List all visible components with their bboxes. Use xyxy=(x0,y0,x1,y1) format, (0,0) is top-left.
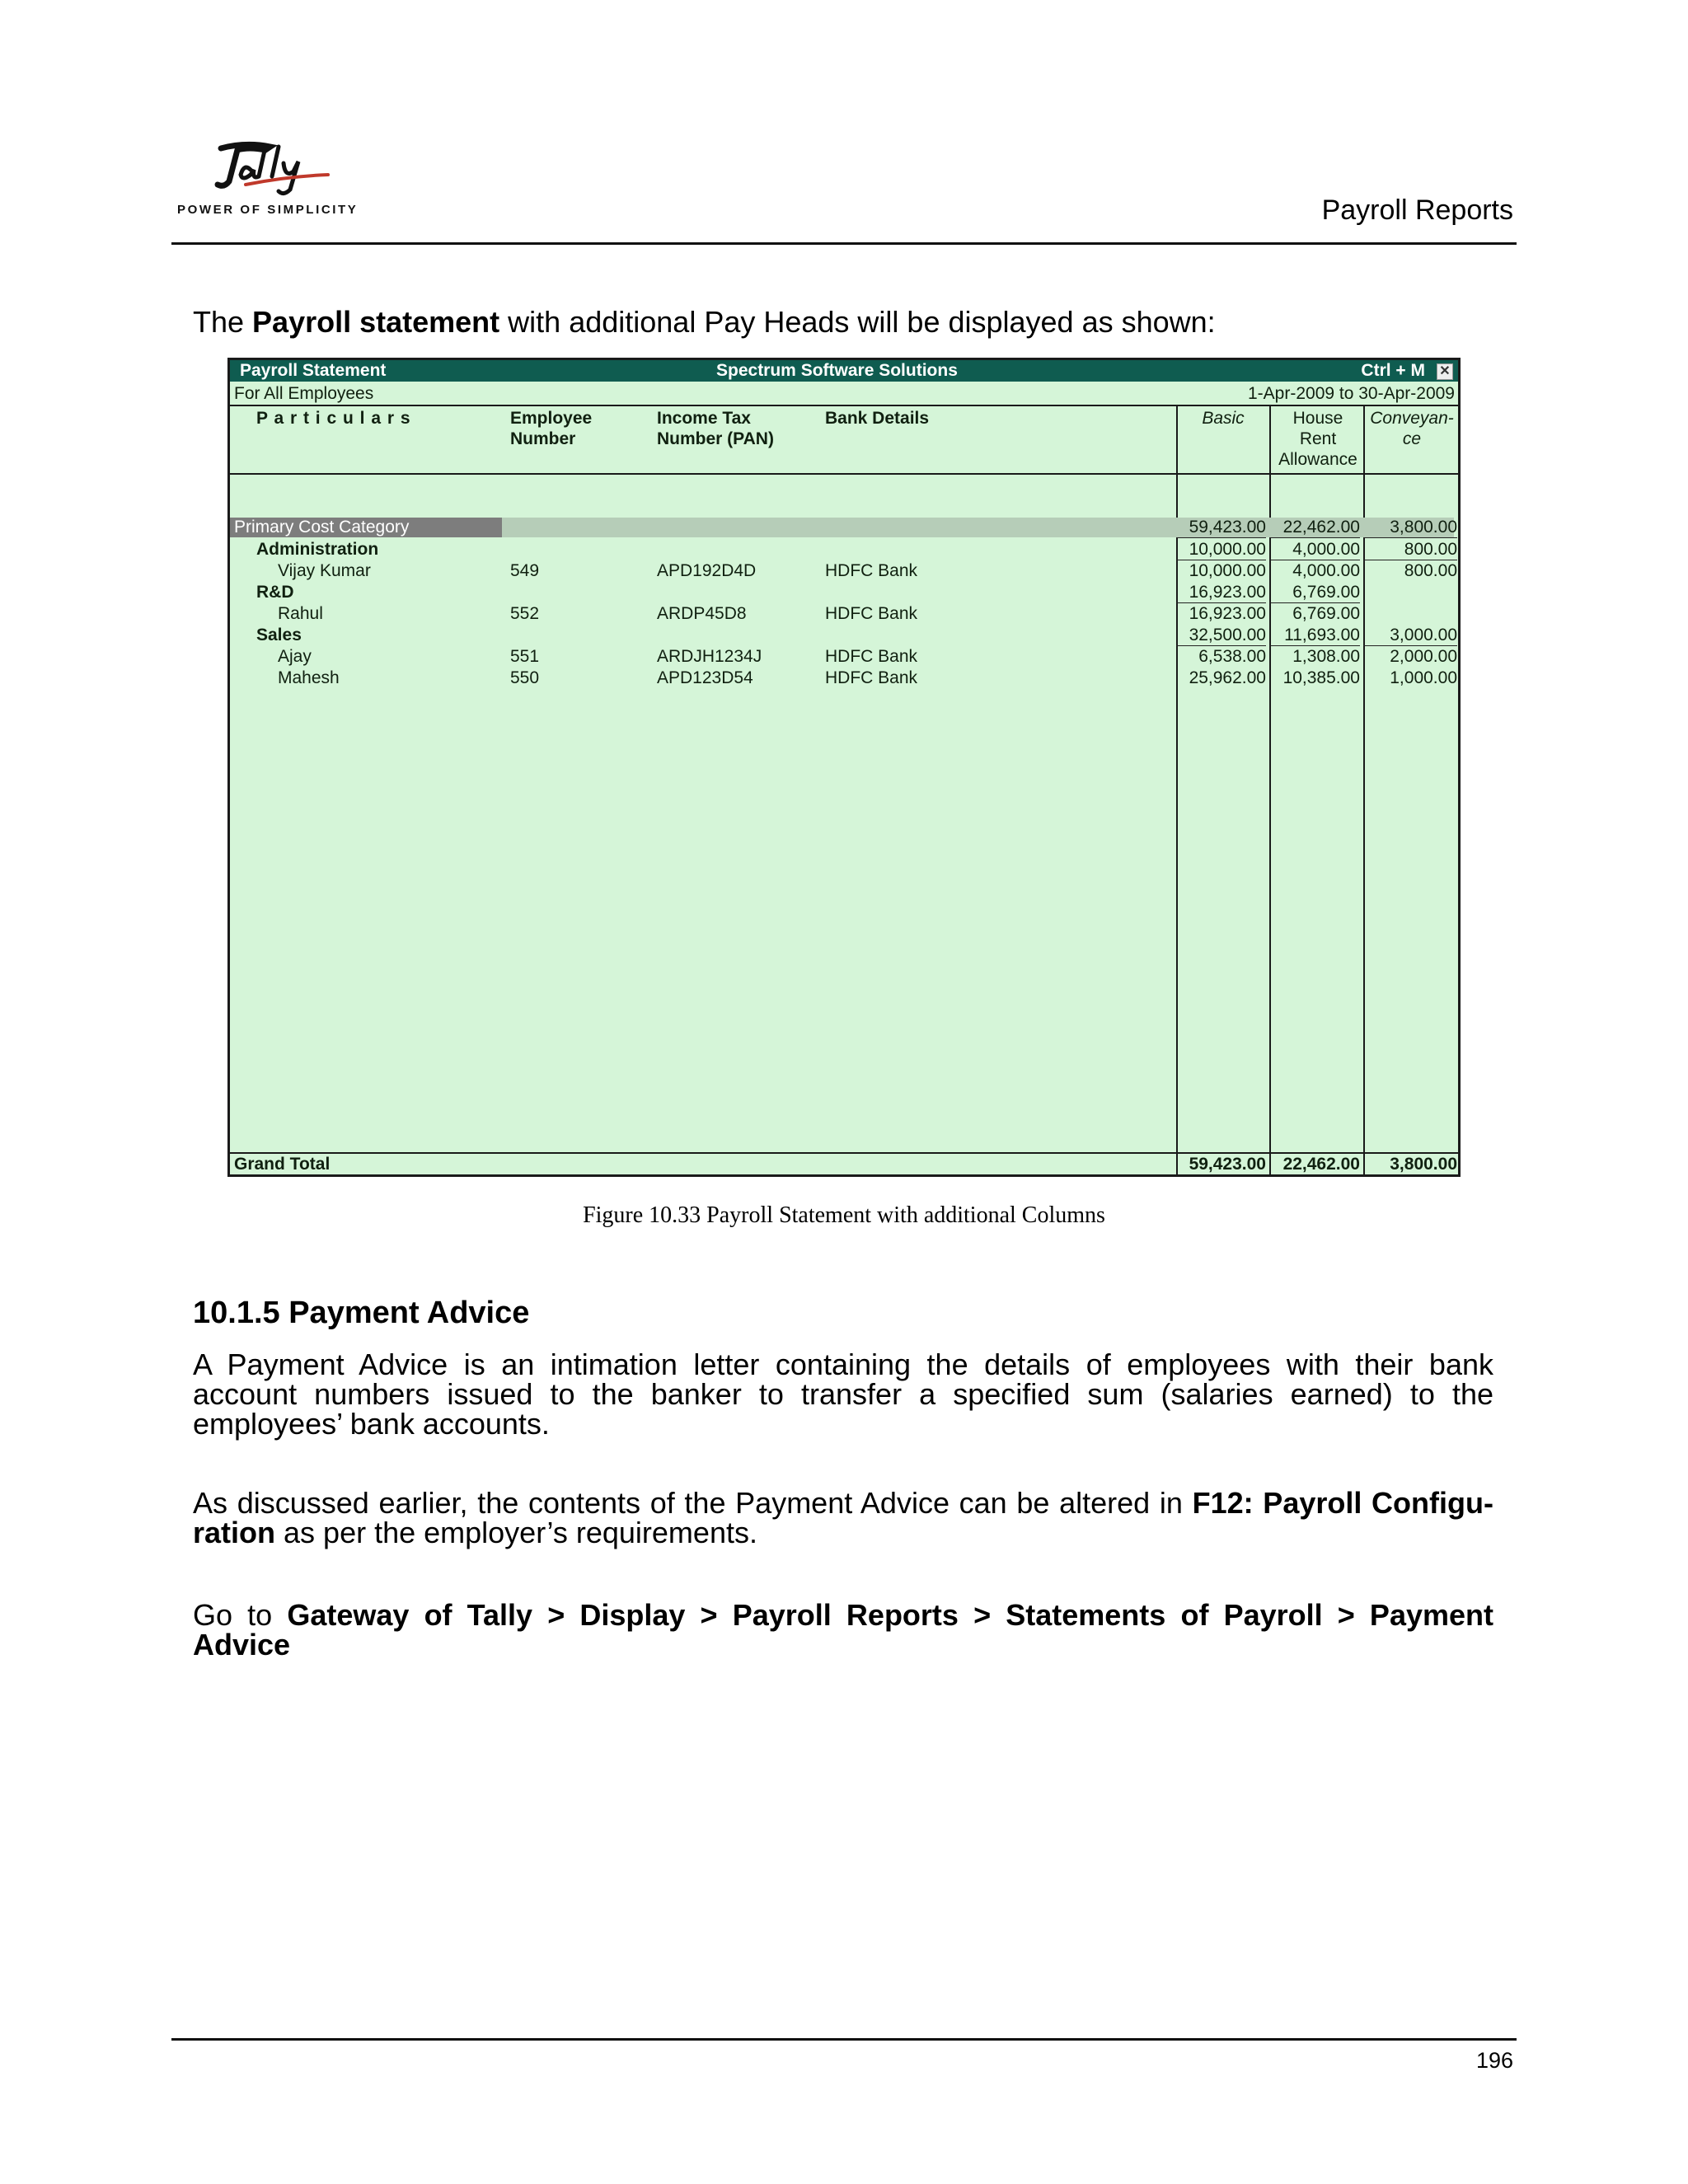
basic-value: 32,500.00 xyxy=(1176,626,1266,646)
employee-pan: APD192D4D xyxy=(657,561,757,580)
running-title: Payroll Reports xyxy=(1321,194,1513,226)
col-hra-2: Rent xyxy=(1299,429,1337,448)
hra-value: 10,385.00 xyxy=(1282,668,1360,687)
tally-logo xyxy=(175,138,364,221)
category-conveyance: 3,800.00 xyxy=(1363,518,1457,538)
category-name: Primary Cost Category xyxy=(234,518,410,537)
page-number: 196 xyxy=(1475,2048,1513,2073)
hra-value: 4,000.00 xyxy=(1292,561,1360,580)
employee-filter: For All Employees xyxy=(234,384,374,403)
col-particulars: P a r t i c u l a r s xyxy=(256,409,411,428)
intro-text xyxy=(193,305,1216,340)
paragraph-text: As discussed earlier, the contents of the Payment Advice can be altered in xyxy=(193,1486,1193,1520)
col-hra-3: Allowance xyxy=(1278,450,1357,469)
employee-name: Mahesh xyxy=(278,668,340,687)
window-titlebar xyxy=(230,360,1458,382)
employee-number: 549 xyxy=(510,561,540,580)
header-top-rule xyxy=(230,405,1458,406)
basic-value: 10,000.00 xyxy=(1176,540,1266,560)
col-hra-1: House xyxy=(1292,409,1343,428)
col-pan-1: Income Tax xyxy=(657,409,751,428)
intro-tail: with additional Pay Heads will be displayed as shown: xyxy=(499,305,1216,339)
employee-bank: HDFC Bank xyxy=(825,668,918,687)
hra-value: 1,308.00 xyxy=(1292,647,1360,666)
company-name: Spectrum Software Solutions xyxy=(716,361,958,380)
header-bottom-rule xyxy=(230,473,1458,475)
employee-name: Rahul xyxy=(278,604,323,623)
intro-bold: Payroll statement xyxy=(252,305,500,339)
section-heading: 10.1.5 Payment Advice xyxy=(193,1296,530,1330)
conveyance-value: 3,000.00 xyxy=(1363,626,1457,646)
basic-value: 10,000.00 xyxy=(1189,561,1266,580)
employee-pan: APD123D54 xyxy=(657,668,753,687)
window-title: Payroll Statement xyxy=(240,361,387,380)
group-name: Sales xyxy=(256,626,302,644)
header-rule xyxy=(171,242,1517,245)
grand-total-rule xyxy=(230,1152,1458,1154)
period-range: 1-Apr-2009 to 30-Apr-2009 xyxy=(1248,384,1455,403)
col-bank-details: Bank Details xyxy=(825,409,930,428)
grand-total-hra: 22,462.00 xyxy=(1282,1155,1360,1174)
navigation-path xyxy=(193,1598,1493,1661)
tally-logo-mark xyxy=(213,138,336,196)
paragraph: A Payment Advice is an intimation letter containing the details of employees with their bank account numbers issued to the banker to transfer a specified sum (salaries earned) to the employees’ bank accounts. xyxy=(193,1347,1493,1441)
basic-value: 16,923.00 xyxy=(1176,583,1266,603)
employee-name: Ajay xyxy=(278,647,312,666)
hra-value: 4,000.00 xyxy=(1269,540,1360,560)
group-name: R&D xyxy=(256,583,294,602)
col-conveyance-2: ce xyxy=(1402,429,1422,448)
brand-tagline: POWER OF SIMPLICITY xyxy=(177,203,359,217)
employee-number: 550 xyxy=(510,668,540,687)
basic-value: 16,923.00 xyxy=(1189,604,1266,623)
employee-bank: HDFC Bank xyxy=(825,604,918,623)
hra-value: 6,769.00 xyxy=(1292,604,1360,623)
paragraph-text: Go to xyxy=(193,1598,288,1632)
hra-value: 6,769.00 xyxy=(1269,583,1360,603)
paragraph-text: as per the employer’s requirements. xyxy=(275,1516,757,1549)
hra-value: 11,693.00 xyxy=(1269,626,1360,646)
category-hra: 22,462.00 xyxy=(1269,518,1360,538)
figure-caption: Figure 10.33 Payroll Statement with additional Columns xyxy=(583,1202,1105,1228)
col-pan-2: Number (PAN) xyxy=(657,429,774,448)
employee-bank: HDFC Bank xyxy=(825,561,918,580)
employee-number: 551 xyxy=(510,647,540,666)
payroll-statement-window xyxy=(227,358,1461,1177)
intro-lead: The xyxy=(193,305,253,339)
col-employee-number-1: Employee xyxy=(510,409,593,428)
grand-total-label: Grand Total xyxy=(234,1155,331,1174)
conveyance-value: 2,000.00 xyxy=(1390,647,1457,666)
employee-pan: ARDP45D8 xyxy=(657,604,747,623)
shortcut-label: Ctrl + M xyxy=(1361,361,1425,380)
employee-number: 552 xyxy=(510,604,540,623)
basic-value: 25,962.00 xyxy=(1189,668,1266,687)
close-icon[interactable]: ✕ xyxy=(1437,363,1453,380)
col-conveyance-1: Conveyan- xyxy=(1370,409,1454,428)
col-employee-number-2: Number xyxy=(510,429,576,448)
employee-name: Vijay Kumar xyxy=(278,561,371,580)
grand-total-basic: 59,423.00 xyxy=(1189,1155,1266,1174)
employee-pan: ARDJH1234J xyxy=(657,647,762,666)
category-basic: 59,423.00 xyxy=(1176,518,1266,538)
conveyance-value: 1,000.00 xyxy=(1390,668,1457,687)
col-basic: Basic xyxy=(1202,409,1245,428)
footer-rule xyxy=(171,2038,1517,2041)
grand-total-conveyance: 3,800.00 xyxy=(1390,1155,1457,1174)
conveyance-value: 800.00 xyxy=(1363,540,1457,560)
employee-bank: HDFC Bank xyxy=(825,647,918,666)
conveyance-value: 800.00 xyxy=(1404,561,1457,580)
menu-path: Gateway of Tally > Display > Payroll Reports > Statements of Payroll > Payment Advice xyxy=(193,1598,1493,1661)
basic-value: 6,538.00 xyxy=(1198,647,1266,666)
menu-reference: F12: Payroll Configu-ration xyxy=(193,1486,1493,1549)
group-name: Administration xyxy=(256,540,379,559)
paragraph xyxy=(193,1488,1493,1548)
